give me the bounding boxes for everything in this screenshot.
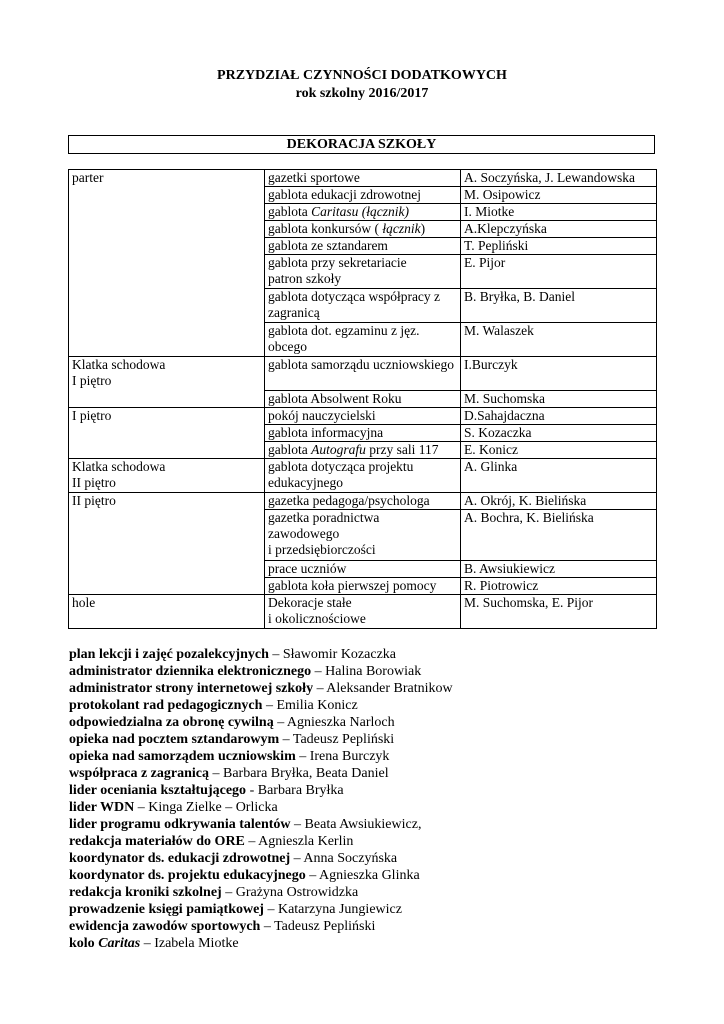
- duty-role: kolo: [69, 936, 99, 951]
- item-cell: gablota edukacji zdrowotnej: [265, 187, 461, 204]
- item-cell: pokój nauczycielski: [265, 408, 461, 425]
- duty-person: – Emilia Konicz: [262, 698, 358, 713]
- duty-person: – Tadeusz Pepliński: [260, 919, 376, 934]
- duty-person: – Agnieszka Glinka: [305, 868, 420, 883]
- duty-line: [69, 748, 689, 765]
- table-row: [69, 493, 657, 510]
- item-cell: gablota przy sekretariacie patron szkoły: [265, 255, 461, 289]
- item-cell: gablota dot. egzaminu z jęz. obcego: [265, 323, 461, 357]
- item-italic-text: Autografu: [311, 442, 366, 457]
- duty-role: lider oceniania kształtującego: [69, 783, 247, 798]
- item-cell: [265, 442, 461, 459]
- person-cell: B. Bryłka, B. Daniel: [461, 289, 657, 323]
- item-cell: gazetka pedagoga/psychologa: [265, 493, 461, 510]
- duty-role: redakcja kroniki szkolnej: [69, 885, 222, 900]
- person-cell: I. Miotke: [461, 204, 657, 221]
- duties-list: [69, 646, 689, 952]
- duty-person: - Barbara Bryłka: [246, 783, 344, 798]
- duty-person: – Aleksander Bratnikow: [313, 681, 453, 696]
- item-text: gablota: [268, 442, 312, 457]
- duty-role: administrator strony internetowej szkoły: [69, 681, 314, 696]
- duty-line: [69, 714, 689, 731]
- person-cell: M. Walaszek: [461, 323, 657, 357]
- person-cell: E. Pijor: [461, 255, 657, 289]
- duty-person: – Katarzyna Jungiewicz: [263, 902, 402, 917]
- location-cell: II piętro: [69, 493, 265, 595]
- item-cell: gablota informacyjna: [265, 425, 461, 442]
- location-cell: hole: [69, 595, 265, 629]
- duty-line: [69, 833, 689, 850]
- duty-person: – Tadeusz Pepliński: [279, 732, 395, 747]
- duty-line: [69, 935, 689, 952]
- document-title: PRZYDZIAŁ CZYNNOŚCI DODATKOWYCH: [217, 68, 507, 83]
- duty-role: odpowiedzialna za obronę cywilną: [69, 715, 274, 730]
- duty-line: [69, 680, 689, 697]
- location-cell: I piętro: [69, 408, 265, 459]
- item-cell: [265, 221, 461, 238]
- section-heading: DEKORACJA SZKOŁY: [68, 135, 655, 154]
- decoration-assignment-table: [68, 169, 657, 629]
- duty-role: opieka nad samorządem uczniowskim: [69, 749, 296, 764]
- duty-line: [69, 816, 689, 833]
- school-year: rok szkolny 2016/2017: [295, 86, 429, 101]
- person-cell: A. Soczyńska, J. Lewandowska: [461, 170, 657, 187]
- person-cell: R. Piotrowicz: [461, 578, 657, 595]
- item-cell: gablota dotycząca współpracy z zagranicą: [265, 289, 461, 323]
- duty-line: [69, 867, 689, 884]
- person-cell: M. Osipowicz: [461, 187, 657, 204]
- duty-person: – Agnieszka Narloch: [273, 715, 395, 730]
- item-cell: gablota Absolwent Roku: [265, 391, 461, 408]
- person-cell: D.Sahajdaczna: [461, 408, 657, 425]
- duty-line: [69, 918, 689, 935]
- duty-role: koordynator ds. edukacji zdrowotnej: [69, 851, 291, 866]
- duty-person: – Beata Awsiukiewicz,: [290, 817, 422, 832]
- person-cell: T. Pepliński: [461, 238, 657, 255]
- duty-line: [69, 646, 689, 663]
- item-cell: gablota dotycząca projektu edukacyjnego: [265, 459, 461, 493]
- item-cell: gablota ze sztandarem: [265, 238, 461, 255]
- duty-line: [69, 731, 689, 748]
- person-cell: S. Kozaczka: [461, 425, 657, 442]
- person-cell: I.Burczyk: [461, 357, 657, 391]
- duty-role: opieka nad pocztem sztandarowym: [69, 732, 280, 747]
- duty-role: prowadzenie księgi pamiątkowej: [69, 902, 264, 917]
- duty-role: redakcja materiałów do ORE: [69, 834, 245, 849]
- item-cell: gazetka poradnictwa zawodowego i przedsiębiorczości: [265, 510, 461, 561]
- table-row: [69, 595, 657, 629]
- duty-person: – Sławomir Kozaczka: [268, 647, 396, 662]
- item-italic-text: Caritasu (łącznik): [311, 204, 409, 219]
- item-text: gablota konkursów (: [268, 221, 383, 236]
- table-row: [69, 357, 657, 391]
- item-cell: gazetki sportowe: [265, 170, 461, 187]
- location-cell: parter: [69, 170, 265, 357]
- person-cell: A. Bochra, K. Bielińska: [461, 510, 657, 561]
- location-cell: Klatka schodowa II piętro: [69, 459, 265, 493]
- duty-role: lider WDN: [69, 800, 135, 815]
- item-text-suffix: ): [420, 221, 426, 236]
- item-cell: [265, 204, 461, 221]
- item-cell: gablota samorządu uczniowskiego: [265, 357, 461, 391]
- person-cell: M. Suchomska: [461, 391, 657, 408]
- duty-person: – Kinga Zielke – Orlicka: [134, 800, 278, 815]
- duty-line: [69, 663, 689, 680]
- table-row: [69, 459, 657, 493]
- duty-person: – Halina Borowiak: [311, 664, 422, 679]
- table-row: [69, 170, 657, 187]
- item-cell: Dekoracje stałe i okolicznościowe: [265, 595, 461, 629]
- duty-role: protokolant rad pedagogicznych: [69, 698, 263, 713]
- duty-role: lider programu odkrywania talentów: [69, 817, 291, 832]
- duty-line: [69, 697, 689, 714]
- duty-person: – Grażyna Ostrowidzka: [221, 885, 359, 900]
- duty-role: plan lekcji i zajęć pozalekcyjnych: [69, 647, 269, 662]
- item-cell: prace uczniów: [265, 561, 461, 578]
- duty-person: – Agnieszla Kerlin: [244, 834, 354, 849]
- duty-role-italic: Caritas: [98, 936, 141, 951]
- duty-role: ewidencja zawodów sportowych: [69, 919, 261, 934]
- item-italic-text: łącznik: [382, 221, 421, 236]
- duty-line: [69, 884, 689, 901]
- person-cell: A. Okrój, K. Bielińska: [461, 493, 657, 510]
- item-text-suffix: przy sali 117: [365, 442, 439, 457]
- duty-person: – Anna Soczyńska: [290, 851, 398, 866]
- person-cell: E. Konicz: [461, 442, 657, 459]
- duty-line: [69, 782, 689, 799]
- location-cell: Klatka schodowa I piętro: [69, 357, 265, 408]
- person-cell: B. Awsiukiewicz: [461, 561, 657, 578]
- person-cell: A.Klepczyńska: [461, 221, 657, 238]
- duty-person: – Irena Burczyk: [295, 749, 390, 764]
- duty-line: [69, 901, 689, 918]
- item-cell: gablota koła pierwszej pomocy: [265, 578, 461, 595]
- duty-role: administrator dziennika elektronicznego: [69, 664, 312, 679]
- duty-person: – Barbara Bryłka, Beata Daniel: [208, 766, 389, 781]
- duty-role: współpraca z zagranicą: [69, 766, 209, 781]
- person-cell: M. Suchomska, E. Pijor: [461, 595, 657, 629]
- duty-line: [69, 850, 689, 867]
- item-text: gablota: [268, 204, 312, 219]
- duty-line: [69, 765, 689, 782]
- duty-role: koordynator ds. projektu edukacyjnego: [69, 868, 306, 883]
- table-row: [69, 408, 657, 425]
- duty-line: [69, 799, 689, 816]
- person-cell: A. Glinka: [461, 459, 657, 493]
- duty-person: – Izabela Miotke: [140, 936, 239, 951]
